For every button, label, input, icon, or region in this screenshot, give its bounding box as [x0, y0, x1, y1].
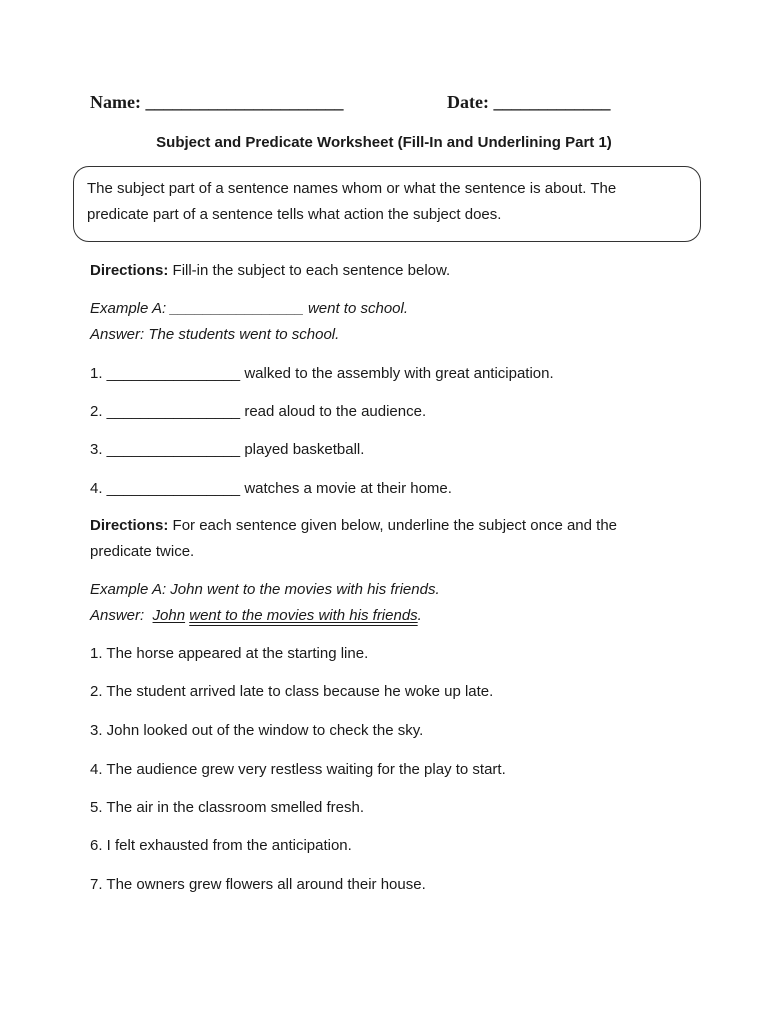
section1-item-4: 4. ________________ watches a movie at their home. — [90, 480, 452, 497]
answer-subject-underlined: John — [152, 607, 186, 624]
worksheet-title: Subject and Predicate Worksheet (Fill-In and Underlining Part 1) — [156, 134, 612, 151]
header-line — [90, 92, 690, 116]
section1-answer: Answer: The students went to school. — [90, 326, 340, 343]
section2-item-7: 7. The owners grew flowers all around their house. — [90, 876, 426, 893]
section2-directions — [90, 513, 617, 539]
definition-line-1: The subject part of a sentence names whom or what the sentence is about. The — [87, 180, 617, 197]
section2-item-6: 6. I felt exhausted from the anticipation. — [90, 837, 352, 854]
section2-item-3: 3. John looked out of the window to check the sky. — [90, 722, 424, 739]
name-field: Name: ______________________ — [90, 92, 344, 112]
definition-line-2: predicate part of a sentence tells what action the subject does. — [87, 206, 502, 223]
section1-item-1: 1. ________________ walked to the assembly with great anticipation. — [90, 365, 554, 382]
section2-answer — [90, 603, 422, 629]
section2-directions-continued: predicate twice. — [90, 543, 195, 560]
section2-item-2: 2. The student arrived late to class because he woke up late. — [90, 683, 494, 700]
section2-item-4: 4. The audience grew very restless waiting for the play to start. — [90, 761, 506, 778]
section2-answer-prefix: Answer: — [90, 607, 153, 624]
section2-directions-label: Directions: — [90, 517, 169, 534]
date-field: Date: _____________ — [447, 92, 611, 112]
answer-period: . — [417, 607, 422, 624]
section1-directions-text: Fill-in the subject to each sentence below. — [168, 262, 451, 279]
section1-example: Example A: ________________ went to school. — [90, 300, 409, 317]
definition-box — [73, 166, 701, 242]
answer-predicate-double-underlined: went to the movies with his friends — [189, 607, 418, 624]
section1-directions-label: Directions: — [90, 262, 169, 279]
section1-item-2: 2. ________________ read aloud to the audience. — [90, 403, 427, 420]
section2-example: Example A: John went to the movies with his friends. — [90, 581, 440, 598]
section1-item-3: 3. ________________ played basketball. — [90, 441, 365, 458]
section1-directions — [90, 258, 450, 284]
section2-item-5: 5. The air in the classroom smelled fresh. — [90, 799, 365, 816]
section2-item-1: 1. The horse appeared at the starting line. — [90, 645, 369, 662]
section2-directions-text: For each sentence given below, underline the subject once and the — [168, 517, 617, 534]
